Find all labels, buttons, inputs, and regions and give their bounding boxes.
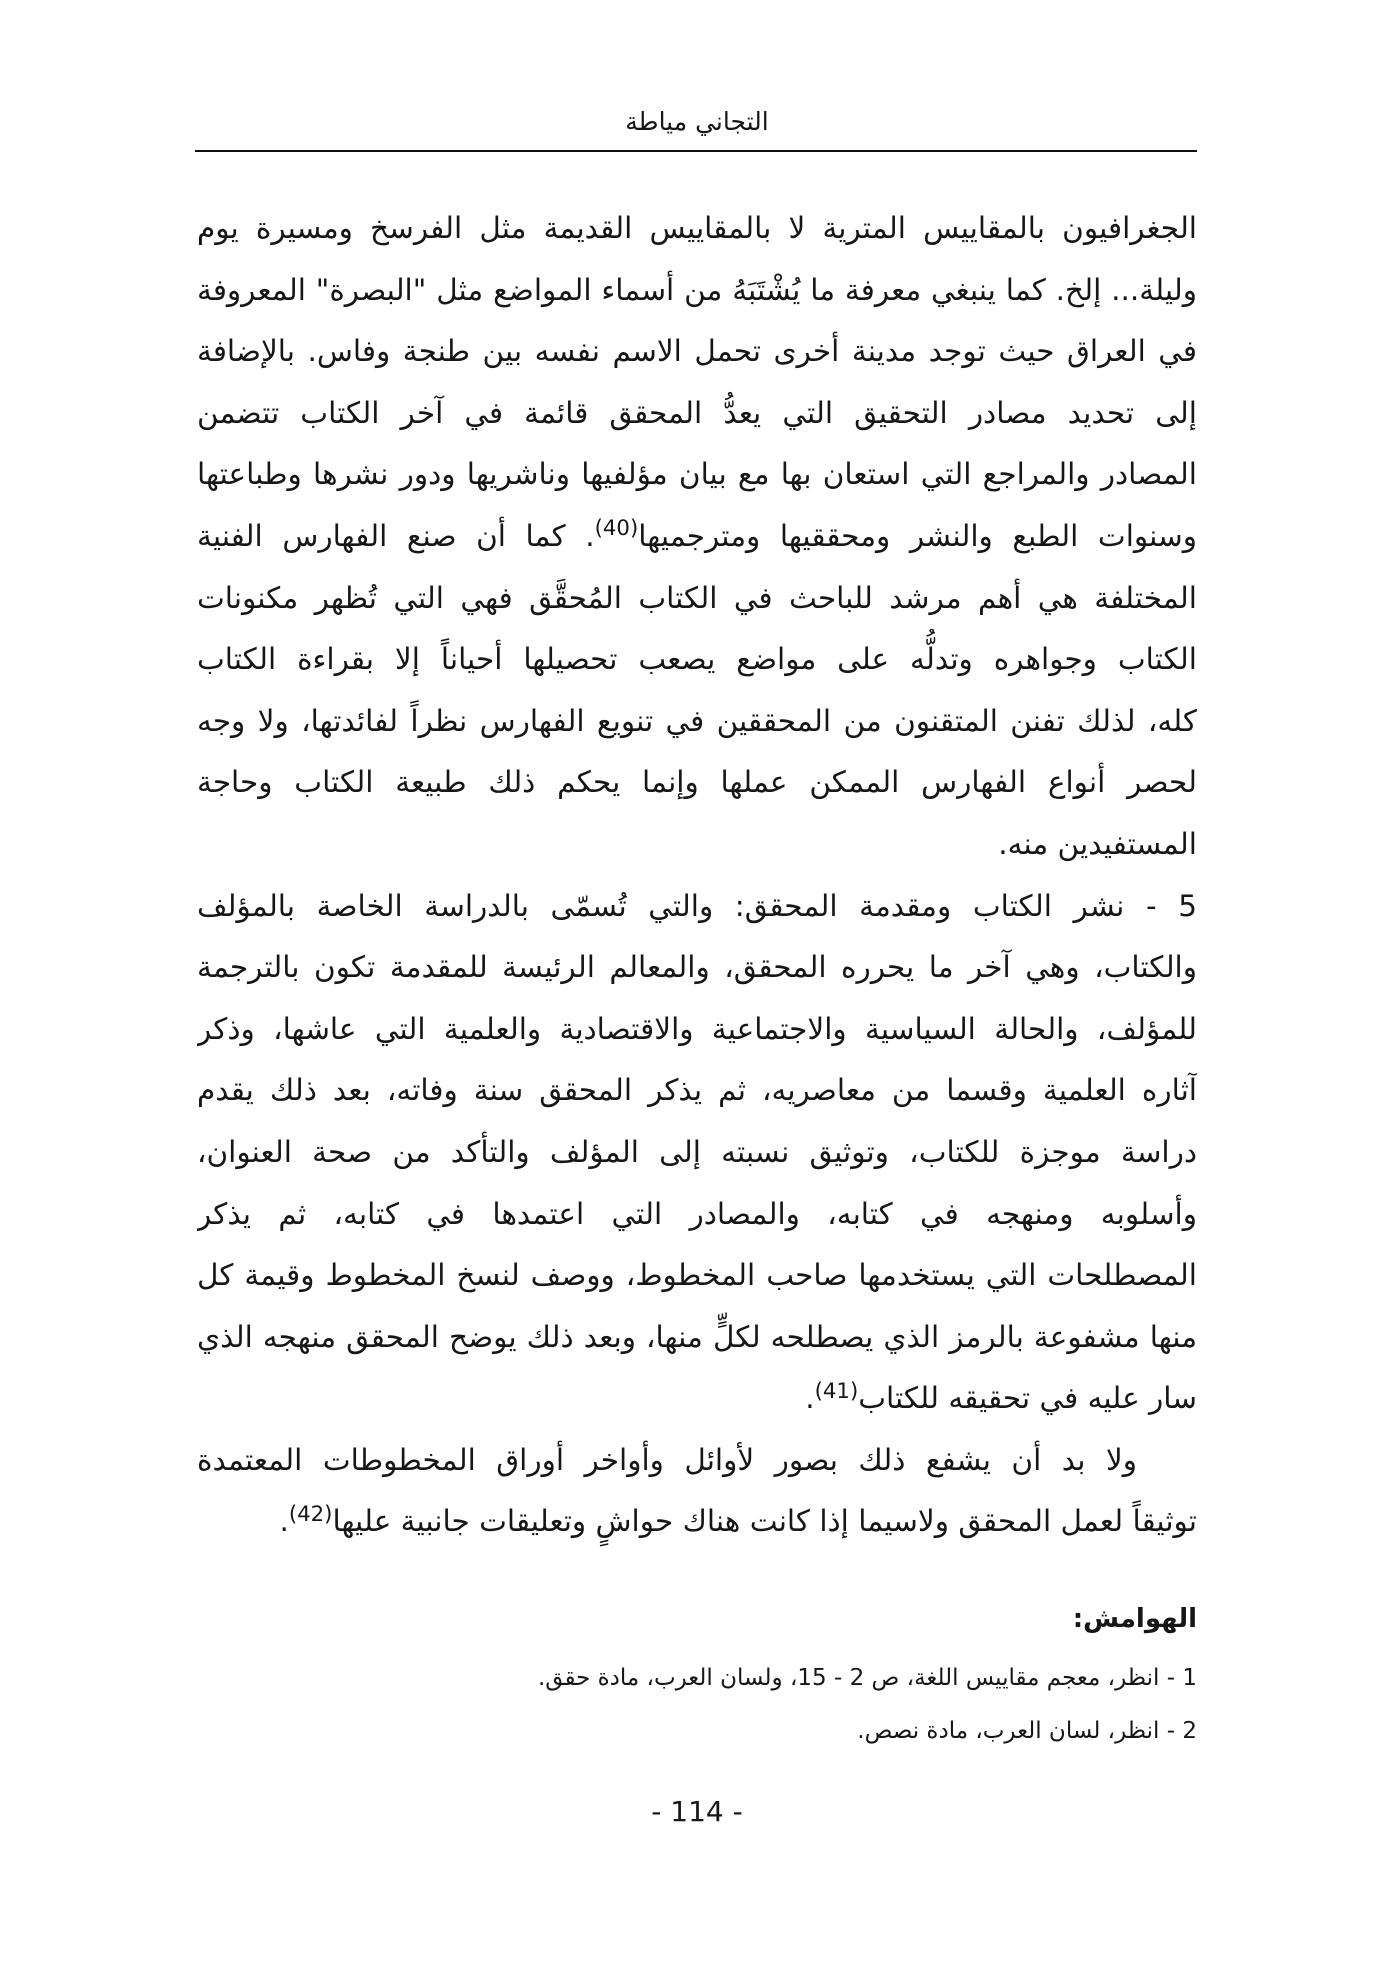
body-line-17	[197, 1184, 1197, 1246]
body-line-2	[197, 260, 1197, 322]
line-text: .	[279, 1504, 289, 1539]
line-text: توثيقاً لعمل المحقق ولاسيما إذا كانت هناك حواشٍ وتعليقات جانبية عليها	[332, 1504, 1197, 1539]
body-line-12	[197, 876, 1197, 938]
body-line-21	[197, 1430, 1197, 1492]
line-text: دراسة موجزة للكتاب، وتوثيق نسبته إلى المؤلف والتأكد من صحة العنوان،	[197, 1134, 1197, 1169]
body-line-8	[197, 629, 1197, 691]
body-line-20	[197, 1368, 1197, 1430]
line-text: سار عليه في تحقيقه للكتاب	[858, 1381, 1197, 1416]
footnote-ref: (41)	[814, 1378, 859, 1404]
line-text: الكتاب وجواهره وتدلُّه على مواضع يصعب تحصيلها أحياناً إلا بقراءة الكتاب	[197, 642, 1197, 677]
body-line-1	[197, 198, 1197, 260]
line-text: وأسلوبه ومنهجه في كتابه، والمصادر التي اعتمدها في كتابه، ثم يذكر	[197, 1196, 1197, 1231]
line-text: في العراق حيث توجد مدينة أخرى تحمل الاسم نفسه بين طنجة وفاس. بالإضافة	[197, 334, 1197, 369]
line-text: المصادر والمراجع التي استعان بها مع بيان مؤلفيها وناشريها ودور نشرها وطباعتها	[197, 457, 1197, 492]
footnotes-heading: الهوامش:	[1072, 1604, 1197, 1634]
line-text: لحصر أنواع الفهارس الممكن عملها وإنما يحكم ذلك طبيعة الكتاب وحاجة	[197, 765, 1197, 800]
footnote-ref: (40)	[594, 516, 639, 542]
line-text: وليلة... إلخ. كما ينبغي معرفة ما يُشْتَبَهُ من أسماء المواضع مثل "البصرة" المعروفة	[197, 272, 1197, 307]
line-text: والكتاب، وهي آخر ما يحرره المحقق، والمعالم الرئيسة للمقدمة تكون بالترجمة	[197, 950, 1197, 985]
header-rule	[195, 150, 1197, 152]
body-line-19	[197, 1307, 1197, 1369]
body-line-11	[197, 814, 1197, 876]
footnote-2: 2 - انظر، لسان العرب، مادة نصص.	[857, 1718, 1197, 1744]
body-text	[197, 198, 1197, 1553]
line-text: كله، لذلك تفنن المتقنون من المحققين في تنويع الفهارس نظراً لفائدتها، ولا وجه	[197, 703, 1197, 738]
body-line-5	[197, 444, 1197, 506]
body-line-10	[197, 752, 1197, 814]
body-line-18	[197, 1245, 1197, 1307]
footnote-ref: (42)	[288, 1501, 333, 1527]
line-text: للمؤلف، والحالة السياسية والاجتماعية والاقتصادية والعلمية التي عاشها، وذكر	[197, 1011, 1197, 1046]
line-text: ولا بد أن يشفع ذلك بصور لأوائل وأواخر أوراق المخطوطات المعتمدة	[197, 1442, 1137, 1477]
line-text: وسنوات الطبع والنشر ومحققيها ومترجميها	[638, 518, 1197, 553]
body-line-22	[197, 1491, 1197, 1553]
body-line-16	[197, 1122, 1197, 1184]
line-text: . كما أن صنع الفهارس الفنية	[197, 518, 595, 553]
body-line-7	[197, 568, 1197, 630]
footnotes-list	[197, 1652, 1197, 1758]
page-number: - 114 -	[651, 1795, 743, 1828]
line-text: منها مشفوعة بالرمز الذي يصطلحه لكلٍّ منها، وبعد ذلك يوضح المحقق منهجه الذي	[197, 1319, 1197, 1354]
body-line-9	[197, 691, 1197, 753]
line-text: آثاره العلمية وقسما من معاصريه، ثم يذكر المحقق سنة وفاته، بعد ذلك يقدم	[197, 1073, 1197, 1108]
body-line-14	[197, 999, 1197, 1061]
running-title: التجاني مياطة	[625, 107, 769, 136]
line-text: إلى تحديد مصادر التحقيق التي يعدُّ المحقق قائمة في آخر الكتاب تتضمن	[197, 395, 1197, 430]
line-text: .	[805, 1381, 815, 1416]
line-text: الجغرافيون بالمقاييس المترية لا بالمقاييس القديمة مثل الفرسخ ومسيرة يوم	[197, 211, 1197, 245]
line-text: المستفيدين منه.	[998, 826, 1197, 861]
body-line-6	[197, 506, 1197, 568]
body-line-13	[197, 937, 1197, 999]
line-text: المصطلحات التي يستخدمها صاحب المخطوط، ووصف لنسخ المخطوط وقيمة كل	[197, 1258, 1197, 1293]
footnote-1: 1 - انظر، معجم مقاييس اللغة، ص 2 - 15، ولسان العرب، مادة حقق.	[537, 1665, 1197, 1691]
body-line-3	[197, 321, 1197, 383]
body-line-4	[197, 383, 1197, 445]
line-text: المختلفة هي أهم مرشد للباحث في الكتاب المُحقَّق فهي التي تُظهر مكنونات	[197, 580, 1197, 615]
line-text: 5 - نشر الكتاب ومقدمة المحقق: والتي تُسمّى بالدراسة الخاصة بالمؤلف	[197, 888, 1197, 923]
body-line-15	[197, 1060, 1197, 1122]
